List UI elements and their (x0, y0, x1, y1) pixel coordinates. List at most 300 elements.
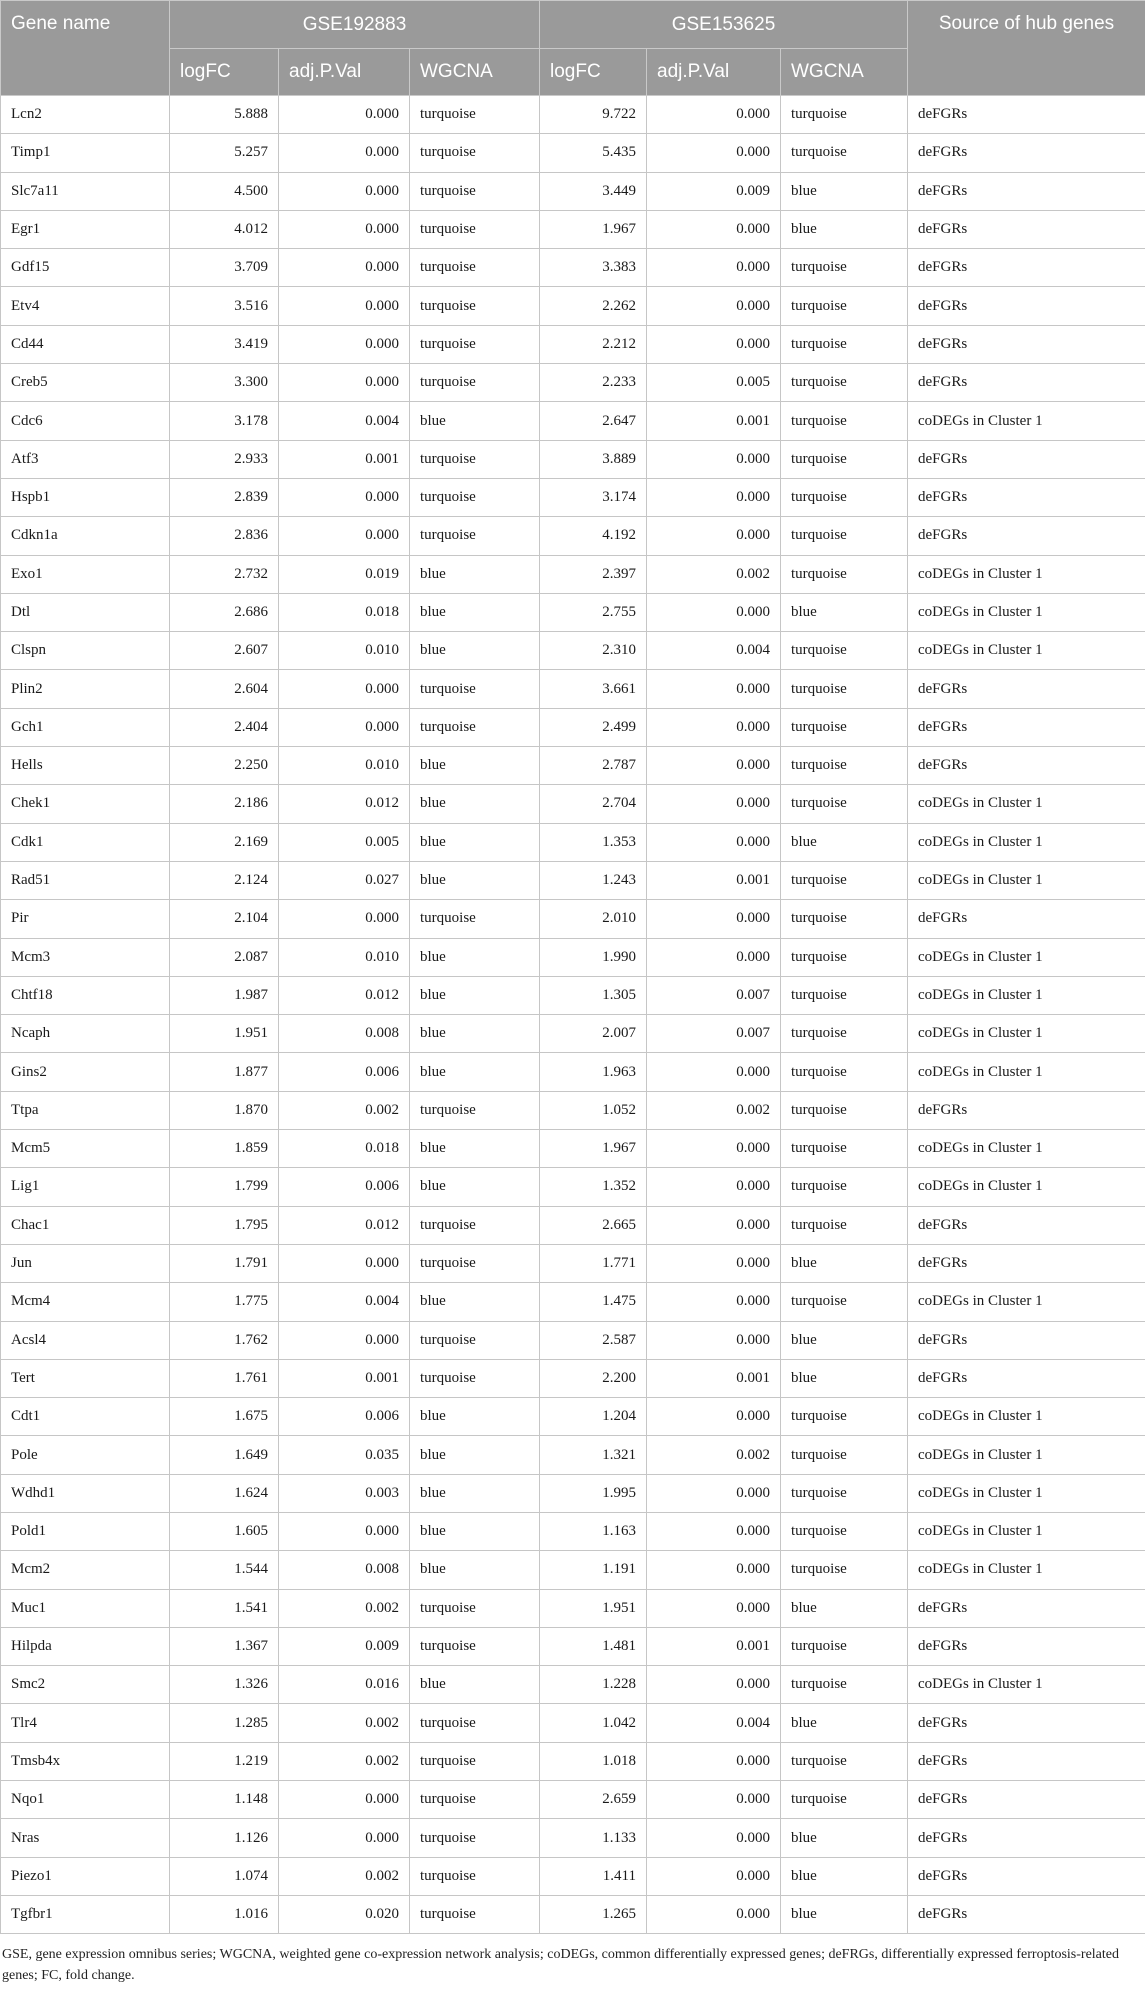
cell-wgcna-1: blue (410, 1666, 540, 1704)
cell-adjp-1: 0.000 (279, 1819, 410, 1857)
cell-adjp-2: 0.000 (647, 708, 781, 746)
cell-logfc-2: 2.010 (540, 900, 647, 938)
cell-adjp-2: 0.001 (647, 1627, 781, 1665)
cell-gene-name: Mcm4 (1, 1283, 170, 1321)
cell-logfc-2: 3.661 (540, 670, 647, 708)
cell-logfc-1: 1.148 (170, 1781, 279, 1819)
cell-adjp-1: 0.009 (279, 1627, 410, 1665)
cell-wgcna-1: blue (410, 1436, 540, 1474)
cell-wgcna-2: turquoise (781, 1474, 908, 1512)
cell-logfc-1: 4.500 (170, 172, 279, 210)
table-row (1, 172, 1145, 210)
cell-wgcna-1: blue (410, 1283, 540, 1321)
cell-gene-name: Cdt1 (1, 1398, 170, 1436)
cell-logfc-1: 1.285 (170, 1704, 279, 1742)
cell-adjp-1: 0.008 (279, 1551, 410, 1589)
table-row (1, 1895, 1145, 1933)
cell-source: deFGRs (908, 1206, 1145, 1244)
cell-wgcna-1: turquoise (410, 670, 540, 708)
cell-logfc-2: 1.411 (540, 1857, 647, 1895)
cell-adjp-1: 0.008 (279, 1015, 410, 1053)
cell-adjp-1: 0.004 (279, 402, 410, 440)
cell-logfc-2: 3.889 (540, 440, 647, 478)
cell-wgcna-1: turquoise (410, 1857, 540, 1895)
cell-wgcna-2: turquoise (781, 1130, 908, 1168)
cell-wgcna-2: blue (781, 1321, 908, 1359)
cell-adjp-2: 0.001 (647, 861, 781, 899)
cell-logfc-2: 4.192 (540, 517, 647, 555)
cell-wgcna-1: blue (410, 1551, 540, 1589)
cell-wgcna-1: blue (410, 785, 540, 823)
table-row (1, 1474, 1145, 1512)
cell-adjp-2: 0.000 (647, 1512, 781, 1550)
cell-wgcna-2: turquoise (781, 1742, 908, 1780)
header-row-top (1, 1, 1145, 49)
cell-adjp-1: 0.018 (279, 593, 410, 631)
cell-adjp-2: 0.000 (647, 670, 781, 708)
cell-gene-name: Chac1 (1, 1206, 170, 1244)
cell-adjp-1: 0.018 (279, 1130, 410, 1168)
cell-source: coDEGs in Cluster 1 (908, 976, 1145, 1014)
table-row (1, 1436, 1145, 1474)
table-row (1, 555, 1145, 593)
cell-wgcna-1: blue (410, 1398, 540, 1436)
cell-logfc-2: 1.771 (540, 1244, 647, 1282)
cell-logfc-2: 2.233 (540, 364, 647, 402)
cell-adjp-2: 0.002 (647, 1436, 781, 1474)
table-row (1, 1704, 1145, 1742)
cell-wgcna-2: turquoise (781, 1168, 908, 1206)
cell-wgcna-1: turquoise (410, 172, 540, 210)
cell-source: deFGRs (908, 134, 1145, 172)
cell-wgcna-2: turquoise (781, 478, 908, 516)
table-row (1, 1283, 1145, 1321)
cell-logfc-2: 1.228 (540, 1666, 647, 1704)
cell-adjp-2: 0.000 (647, 325, 781, 363)
cell-wgcna-2: turquoise (781, 1283, 908, 1321)
cell-wgcna-2: turquoise (781, 938, 908, 976)
cell-adjp-1: 0.000 (279, 478, 410, 516)
cell-wgcna-2: turquoise (781, 861, 908, 899)
cell-source: deFGRs (908, 1091, 1145, 1129)
cell-logfc-1: 2.186 (170, 785, 279, 823)
cell-gene-name: Cdk1 (1, 823, 170, 861)
table-row (1, 517, 1145, 555)
cell-logfc-1: 1.605 (170, 1512, 279, 1550)
cell-wgcna-2: blue (781, 823, 908, 861)
table-row (1, 402, 1145, 440)
cell-logfc-2: 1.353 (540, 823, 647, 861)
cell-logfc-1: 2.604 (170, 670, 279, 708)
cell-adjp-1: 0.016 (279, 1666, 410, 1704)
cell-wgcna-1: turquoise (410, 364, 540, 402)
cell-wgcna-2: turquoise (781, 976, 908, 1014)
cell-logfc-2: 1.481 (540, 1627, 647, 1665)
cell-source: deFGRs (908, 249, 1145, 287)
cell-wgcna-2: turquoise (781, 1436, 908, 1474)
cell-gene-name: Hspb1 (1, 478, 170, 516)
cell-logfc-2: 2.704 (540, 785, 647, 823)
cell-logfc-2: 1.163 (540, 1512, 647, 1550)
cell-adjp-2: 0.000 (647, 1895, 781, 1933)
cell-wgcna-1: turquoise (410, 249, 540, 287)
cell-logfc-1: 1.761 (170, 1359, 279, 1397)
cell-adjp-2: 0.005 (647, 364, 781, 402)
cell-adjp-1: 0.000 (279, 517, 410, 555)
cell-logfc-1: 1.541 (170, 1589, 279, 1627)
cell-gene-name: Muc1 (1, 1589, 170, 1627)
cell-logfc-1: 2.607 (170, 632, 279, 670)
header-wgcna-1: WGCNA (410, 49, 540, 96)
cell-gene-name: Mcm5 (1, 1130, 170, 1168)
cell-adjp-1: 0.000 (279, 670, 410, 708)
cell-logfc-1: 3.516 (170, 287, 279, 325)
cell-adjp-2: 0.000 (647, 1857, 781, 1895)
cell-source: coDEGs in Cluster 1 (908, 1130, 1145, 1168)
cell-adjp-1: 0.000 (279, 1512, 410, 1550)
cell-logfc-1: 1.219 (170, 1742, 279, 1780)
cell-gene-name: Chtf18 (1, 976, 170, 1014)
cell-adjp-2: 0.000 (647, 1053, 781, 1091)
header-adjp-2: adj.P.Val (647, 49, 781, 96)
cell-logfc-2: 3.383 (540, 249, 647, 287)
cell-gene-name: Hells (1, 747, 170, 785)
table-row (1, 287, 1145, 325)
cell-adjp-1: 0.006 (279, 1053, 410, 1091)
cell-gene-name: Atf3 (1, 440, 170, 478)
cell-adjp-2: 0.000 (647, 96, 781, 134)
table-body (1, 96, 1145, 1934)
cell-wgcna-2: blue (781, 593, 908, 631)
cell-wgcna-1: turquoise (410, 134, 540, 172)
table-row (1, 708, 1145, 746)
cell-logfc-1: 2.087 (170, 938, 279, 976)
cell-source: coDEGs in Cluster 1 (908, 785, 1145, 823)
table-row (1, 440, 1145, 478)
table-footnote: GSE, gene expression omnibus series; WGCNA, weighted gene co-expression network analysis; coDEGs, common differentially expressed genes; deFRGs, differentially expressed ferroptosis-related genes; FC, fold change. (2, 1947, 1119, 1984)
cell-adjp-2: 0.000 (647, 823, 781, 861)
cell-source: deFGRs (908, 1895, 1145, 1933)
cell-logfc-1: 4.012 (170, 210, 279, 248)
table-row (1, 1666, 1145, 1704)
cell-adjp-2: 0.001 (647, 402, 781, 440)
cell-wgcna-1: turquoise (410, 1589, 540, 1627)
cell-wgcna-1: turquoise (410, 1819, 540, 1857)
cell-wgcna-1: turquoise (410, 708, 540, 746)
cell-logfc-2: 2.499 (540, 708, 647, 746)
cell-wgcna-1: blue (410, 593, 540, 631)
cell-source: coDEGs in Cluster 1 (908, 1053, 1145, 1091)
cell-adjp-1: 0.000 (279, 287, 410, 325)
cell-logfc-1: 2.732 (170, 555, 279, 593)
cell-adjp-2: 0.000 (647, 593, 781, 631)
table-row (1, 1742, 1145, 1780)
header-adjp-1: adj.P.Val (279, 49, 410, 96)
cell-logfc-1: 1.791 (170, 1244, 279, 1282)
table-row (1, 976, 1145, 1014)
cell-logfc-2: 1.191 (540, 1551, 647, 1589)
cell-logfc-1: 2.836 (170, 517, 279, 555)
cell-source: deFGRs (908, 900, 1145, 938)
cell-source: deFGRs (908, 1819, 1145, 1857)
cell-wgcna-2: turquoise (781, 1206, 908, 1244)
cell-logfc-1: 1.544 (170, 1551, 279, 1589)
cell-logfc-2: 1.265 (540, 1895, 647, 1933)
cell-logfc-1: 5.257 (170, 134, 279, 172)
cell-adjp-1: 0.012 (279, 785, 410, 823)
cell-logfc-1: 3.709 (170, 249, 279, 287)
cell-adjp-2: 0.000 (647, 1398, 781, 1436)
cell-source: deFGRs (908, 1857, 1145, 1895)
cell-source: coDEGs in Cluster 1 (908, 1512, 1145, 1550)
cell-wgcna-2: turquoise (781, 555, 908, 593)
cell-adjp-1: 0.000 (279, 1244, 410, 1282)
cell-adjp-1: 0.001 (279, 1359, 410, 1397)
cell-logfc-2: 1.352 (540, 1168, 647, 1206)
cell-adjp-2: 0.000 (647, 1474, 781, 1512)
cell-source: coDEGs in Cluster 1 (908, 1015, 1145, 1053)
cell-logfc-1: 1.126 (170, 1819, 279, 1857)
cell-wgcna-2: turquoise (781, 1015, 908, 1053)
cell-wgcna-2: turquoise (781, 96, 908, 134)
cell-adjp-2: 0.000 (647, 1283, 781, 1321)
cell-source: deFGRs (908, 708, 1145, 746)
cell-adjp-1: 0.000 (279, 96, 410, 134)
cell-wgcna-1: blue (410, 976, 540, 1014)
cell-logfc-2: 1.042 (540, 1704, 647, 1742)
cell-logfc-2: 5.435 (540, 134, 647, 172)
cell-wgcna-1: blue (410, 861, 540, 899)
cell-wgcna-1: turquoise (410, 96, 540, 134)
cell-gene-name: Tgfbr1 (1, 1895, 170, 1933)
cell-source: deFGRs (908, 517, 1145, 555)
table-row (1, 478, 1145, 516)
cell-adjp-1: 0.000 (279, 210, 410, 248)
cell-source: deFGRs (908, 1627, 1145, 1665)
cell-wgcna-1: turquoise (410, 478, 540, 516)
table-row (1, 1321, 1145, 1359)
cell-wgcna-2: turquoise (781, 325, 908, 363)
cell-logfc-2: 1.321 (540, 1436, 647, 1474)
cell-source: deFGRs (908, 210, 1145, 248)
cell-wgcna-2: blue (781, 1244, 908, 1282)
cell-adjp-2: 0.002 (647, 1091, 781, 1129)
cell-logfc-2: 2.647 (540, 402, 647, 440)
cell-source: deFGRs (908, 96, 1145, 134)
cell-logfc-2: 1.133 (540, 1819, 647, 1857)
cell-wgcna-2: turquoise (781, 1091, 908, 1129)
cell-wgcna-1: blue (410, 402, 540, 440)
cell-logfc-2: 1.963 (540, 1053, 647, 1091)
cell-wgcna-1: turquoise (410, 1781, 540, 1819)
table-row (1, 1589, 1145, 1627)
cell-gene-name: Plin2 (1, 670, 170, 708)
cell-logfc-1: 1.762 (170, 1321, 279, 1359)
cell-logfc-2: 1.018 (540, 1742, 647, 1780)
cell-wgcna-1: blue (410, 1053, 540, 1091)
cell-logfc-1: 1.326 (170, 1666, 279, 1704)
table-row (1, 1359, 1145, 1397)
cell-wgcna-2: turquoise (781, 517, 908, 555)
cell-wgcna-2: turquoise (781, 1398, 908, 1436)
cell-wgcna-1: turquoise (410, 210, 540, 248)
cell-logfc-1: 1.367 (170, 1627, 279, 1665)
header-gene-name: Gene name (1, 1, 170, 96)
cell-gene-name: Acsl4 (1, 1321, 170, 1359)
cell-source: deFGRs (908, 1359, 1145, 1397)
cell-gene-name: Lig1 (1, 1168, 170, 1206)
cell-adjp-1: 0.012 (279, 976, 410, 1014)
cell-wgcna-1: blue (410, 823, 540, 861)
cell-gene-name: Dtl (1, 593, 170, 631)
cell-adjp-1: 0.035 (279, 1436, 410, 1474)
cell-gene-name: Exo1 (1, 555, 170, 593)
cell-wgcna-1: turquoise (410, 1321, 540, 1359)
table-row (1, 823, 1145, 861)
cell-logfc-1: 1.795 (170, 1206, 279, 1244)
table-row (1, 1512, 1145, 1550)
cell-wgcna-2: turquoise (781, 747, 908, 785)
cell-gene-name: Chek1 (1, 785, 170, 823)
cell-adjp-1: 0.010 (279, 938, 410, 976)
cell-logfc-1: 2.169 (170, 823, 279, 861)
cell-logfc-2: 2.755 (540, 593, 647, 631)
cell-adjp-2: 0.000 (647, 1781, 781, 1819)
cell-wgcna-2: turquoise (781, 708, 908, 746)
header-logfc-1: logFC (170, 49, 279, 96)
cell-wgcna-2: blue (781, 210, 908, 248)
header-group-gse192883: GSE192883 (170, 1, 540, 49)
cell-wgcna-1: turquoise (410, 1704, 540, 1742)
cell-adjp-2: 0.000 (647, 440, 781, 478)
cell-adjp-1: 0.010 (279, 747, 410, 785)
table-row (1, 364, 1145, 402)
cell-wgcna-2: turquoise (781, 670, 908, 708)
cell-source: coDEGs in Cluster 1 (908, 938, 1145, 976)
cell-logfc-1: 2.404 (170, 708, 279, 746)
cell-logfc-2: 1.967 (540, 210, 647, 248)
cell-logfc-2: 1.990 (540, 938, 647, 976)
cell-adjp-2: 0.004 (647, 632, 781, 670)
cell-adjp-1: 0.003 (279, 1474, 410, 1512)
table-row (1, 249, 1145, 287)
table-row (1, 1091, 1145, 1129)
cell-source: coDEGs in Cluster 1 (908, 555, 1145, 593)
cell-wgcna-2: blue (781, 172, 908, 210)
cell-logfc-2: 1.995 (540, 1474, 647, 1512)
cell-source: coDEGs in Cluster 1 (908, 593, 1145, 631)
cell-adjp-1: 0.002 (279, 1742, 410, 1780)
cell-adjp-1: 0.005 (279, 823, 410, 861)
cell-wgcna-1: blue (410, 1512, 540, 1550)
cell-logfc-2: 1.204 (540, 1398, 647, 1436)
cell-wgcna-1: turquoise (410, 1206, 540, 1244)
table-row (1, 1206, 1145, 1244)
cell-source: coDEGs in Cluster 1 (908, 1283, 1145, 1321)
cell-wgcna-1: turquoise (410, 517, 540, 555)
cell-adjp-2: 0.002 (647, 555, 781, 593)
cell-source: coDEGs in Cluster 1 (908, 1398, 1145, 1436)
cell-logfc-2: 2.397 (540, 555, 647, 593)
table-row (1, 96, 1145, 134)
cell-adjp-2: 0.000 (647, 1244, 781, 1282)
cell-wgcna-2: turquoise (781, 249, 908, 287)
cell-gene-name: Pole (1, 1436, 170, 1474)
cell-gene-name: Ttpa (1, 1091, 170, 1129)
cell-gene-name: Smc2 (1, 1666, 170, 1704)
cell-logfc-1: 2.839 (170, 478, 279, 516)
cell-source: deFGRs (908, 747, 1145, 785)
table-row (1, 134, 1145, 172)
cell-wgcna-1: turquoise (410, 325, 540, 363)
cell-logfc-2: 9.722 (540, 96, 647, 134)
cell-adjp-2: 0.000 (647, 1742, 781, 1780)
cell-adjp-2: 0.000 (647, 249, 781, 287)
cell-adjp-1: 0.004 (279, 1283, 410, 1321)
cell-gene-name: Gch1 (1, 708, 170, 746)
cell-adjp-2: 0.000 (647, 517, 781, 555)
cell-wgcna-1: turquoise (410, 1244, 540, 1282)
cell-logfc-1: 1.987 (170, 976, 279, 1014)
cell-source: deFGRs (908, 1742, 1145, 1780)
cell-logfc-2: 2.212 (540, 325, 647, 363)
cell-wgcna-1: blue (410, 1015, 540, 1053)
table-row (1, 785, 1145, 823)
cell-logfc-1: 2.124 (170, 861, 279, 899)
cell-wgcna-2: turquoise (781, 134, 908, 172)
cell-logfc-2: 2.665 (540, 1206, 647, 1244)
cell-source: coDEGs in Cluster 1 (908, 1436, 1145, 1474)
cell-gene-name: Egr1 (1, 210, 170, 248)
table-row (1, 1781, 1145, 1819)
cell-logfc-1: 3.419 (170, 325, 279, 363)
cell-wgcna-2: turquoise (781, 1666, 908, 1704)
table-row (1, 747, 1145, 785)
cell-wgcna-2: turquoise (781, 1781, 908, 1819)
cell-adjp-2: 0.007 (647, 976, 781, 1014)
cell-wgcna-1: blue (410, 1168, 540, 1206)
cell-logfc-2: 1.951 (540, 1589, 647, 1627)
cell-adjp-1: 0.020 (279, 1895, 410, 1933)
cell-source: deFGRs (908, 670, 1145, 708)
cell-adjp-2: 0.000 (647, 1321, 781, 1359)
cell-gene-name: Cd44 (1, 325, 170, 363)
cell-logfc-2: 1.052 (540, 1091, 647, 1129)
cell-logfc-2: 1.243 (540, 861, 647, 899)
cell-wgcna-1: blue (410, 1474, 540, 1512)
cell-logfc-2: 2.007 (540, 1015, 647, 1053)
cell-wgcna-2: blue (781, 1359, 908, 1397)
cell-adjp-2: 0.000 (647, 1168, 781, 1206)
cell-wgcna-1: turquoise (410, 1895, 540, 1933)
table-row (1, 900, 1145, 938)
cell-gene-name: Clspn (1, 632, 170, 670)
cell-adjp-2: 0.000 (647, 1666, 781, 1704)
cell-adjp-2: 0.000 (647, 1206, 781, 1244)
cell-adjp-1: 0.002 (279, 1857, 410, 1895)
cell-logfc-1: 1.799 (170, 1168, 279, 1206)
cell-adjp-2: 0.000 (647, 785, 781, 823)
cell-wgcna-1: turquoise (410, 1091, 540, 1129)
cell-gene-name: Mcm2 (1, 1551, 170, 1589)
cell-wgcna-2: turquoise (781, 287, 908, 325)
cell-wgcna-2: blue (781, 1895, 908, 1933)
cell-adjp-1: 0.000 (279, 134, 410, 172)
cell-logfc-2: 2.200 (540, 1359, 647, 1397)
table-row (1, 1627, 1145, 1665)
cell-gene-name: Tmsb4x (1, 1742, 170, 1780)
table-row (1, 1168, 1145, 1206)
